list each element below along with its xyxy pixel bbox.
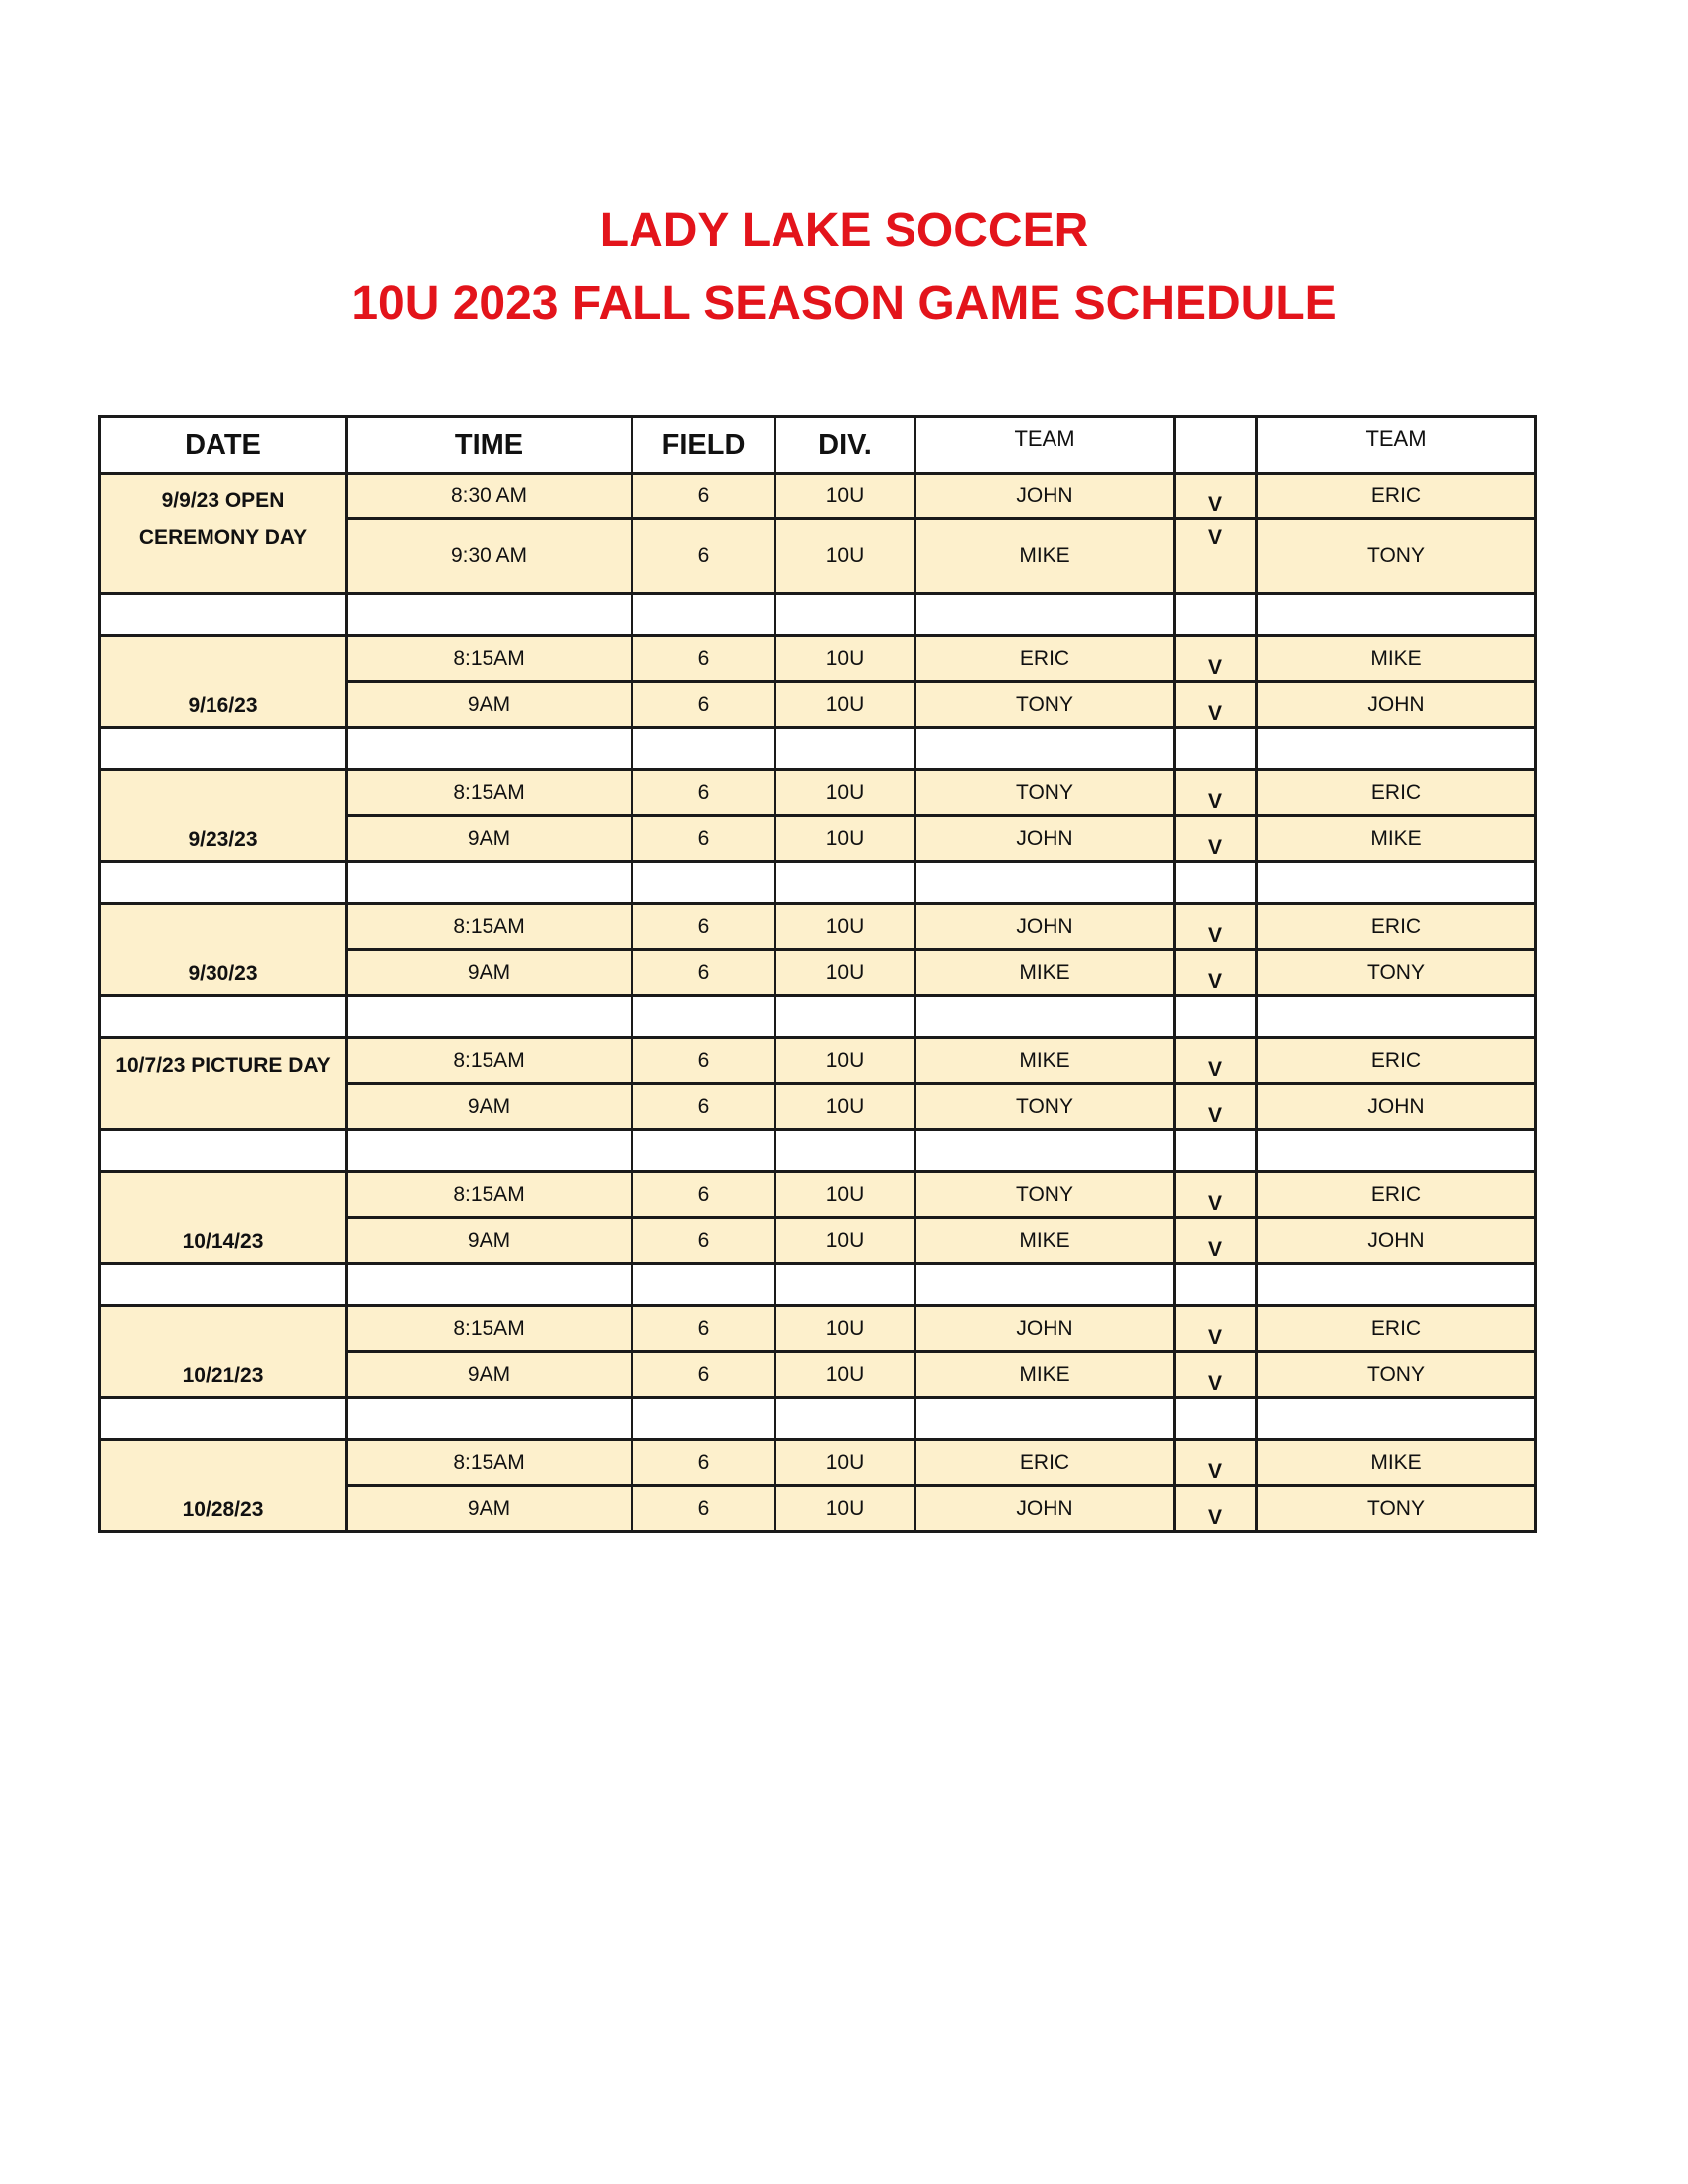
away-team: ERIC xyxy=(1257,904,1536,950)
versus-marker: V xyxy=(1175,682,1257,728)
game-date: 9/16/23 xyxy=(100,636,347,728)
game-time: 9AM xyxy=(347,1084,633,1130)
away-team: TONY xyxy=(1257,950,1536,996)
game-date: 10/28/23 xyxy=(100,1440,347,1532)
empty-cell xyxy=(775,728,915,770)
game-time: 9AM xyxy=(347,1352,633,1398)
spacer-row xyxy=(100,728,1536,770)
empty-cell xyxy=(100,1130,347,1172)
empty-cell xyxy=(100,862,347,904)
home-team: TONY xyxy=(915,1084,1175,1130)
versus-marker: V xyxy=(1175,519,1257,594)
versus-marker: V xyxy=(1175,904,1257,950)
spacer-row xyxy=(100,1398,1536,1440)
header-time: TIME xyxy=(347,417,633,474)
empty-cell xyxy=(633,862,775,904)
game-time: 9AM xyxy=(347,1218,633,1264)
home-team: TONY xyxy=(915,770,1175,816)
table-row xyxy=(100,770,1536,816)
empty-cell xyxy=(100,996,347,1038)
game-date: 10/21/23 xyxy=(100,1306,347,1398)
game-time: 9:30 AM xyxy=(347,519,633,594)
header-field: FIELD xyxy=(633,417,775,474)
game-field: 6 xyxy=(633,1172,775,1218)
away-team: JOHN xyxy=(1257,1084,1536,1130)
game-date: 9/30/23 xyxy=(100,904,347,996)
table-row xyxy=(100,636,1536,682)
game-time: 8:15AM xyxy=(347,904,633,950)
empty-cell xyxy=(775,1264,915,1306)
game-time: 9AM xyxy=(347,1486,633,1532)
game-division: 10U xyxy=(775,1486,915,1532)
game-time: 8:15AM xyxy=(347,770,633,816)
game-field: 6 xyxy=(633,1038,775,1084)
game-division: 10U xyxy=(775,770,915,816)
away-team: JOHN xyxy=(1257,682,1536,728)
empty-cell xyxy=(915,1398,1175,1440)
home-team: MIKE xyxy=(915,950,1175,996)
versus-marker: V xyxy=(1175,1038,1257,1084)
home-team: JOHN xyxy=(915,904,1175,950)
game-time: 8:15AM xyxy=(347,636,633,682)
game-division: 10U xyxy=(775,904,915,950)
versus-marker: V xyxy=(1175,636,1257,682)
empty-cell xyxy=(100,728,347,770)
game-time: 9AM xyxy=(347,950,633,996)
empty-cell xyxy=(1257,1130,1536,1172)
versus-marker: V xyxy=(1175,1352,1257,1398)
empty-cell xyxy=(1175,996,1257,1038)
game-field: 6 xyxy=(633,1440,775,1486)
empty-cell xyxy=(347,594,633,636)
versus-marker: V xyxy=(1175,816,1257,862)
game-field: 6 xyxy=(633,519,775,594)
game-division: 10U xyxy=(775,1306,915,1352)
empty-cell xyxy=(1257,1264,1536,1306)
versus-marker: V xyxy=(1175,1218,1257,1264)
empty-cell xyxy=(775,862,915,904)
game-time: 8:15AM xyxy=(347,1306,633,1352)
away-team: ERIC xyxy=(1257,770,1536,816)
home-team: MIKE xyxy=(915,1352,1175,1398)
header-row xyxy=(100,417,1536,474)
header-vs xyxy=(1175,417,1257,474)
game-time: 9AM xyxy=(347,682,633,728)
empty-cell xyxy=(1175,1398,1257,1440)
spacer-row xyxy=(100,1130,1536,1172)
game-field: 6 xyxy=(633,682,775,728)
empty-cell xyxy=(915,996,1175,1038)
table-row xyxy=(100,1172,1536,1218)
game-time: 8:15AM xyxy=(347,1038,633,1084)
empty-cell xyxy=(1175,1264,1257,1306)
empty-cell xyxy=(633,1398,775,1440)
game-field: 6 xyxy=(633,950,775,996)
game-division: 10U xyxy=(775,1172,915,1218)
game-field: 6 xyxy=(633,816,775,862)
game-time: 8:30 AM xyxy=(347,474,633,519)
home-team: ERIC xyxy=(915,636,1175,682)
empty-cell xyxy=(633,996,775,1038)
spacer-row xyxy=(100,594,1536,636)
home-team: JOHN xyxy=(915,1486,1175,1532)
empty-cell xyxy=(1257,728,1536,770)
empty-cell xyxy=(775,1130,915,1172)
game-division: 10U xyxy=(775,474,915,519)
empty-cell xyxy=(100,594,347,636)
home-team: MIKE xyxy=(915,1038,1175,1084)
header-team-home: TEAM xyxy=(915,417,1175,474)
away-team: MIKE xyxy=(1257,1440,1536,1486)
away-team: ERIC xyxy=(1257,1172,1536,1218)
empty-cell xyxy=(633,1264,775,1306)
empty-cell xyxy=(633,594,775,636)
home-team: MIKE xyxy=(915,519,1175,594)
empty-cell xyxy=(1257,594,1536,636)
empty-cell xyxy=(775,1398,915,1440)
home-team: JOHN xyxy=(915,474,1175,519)
empty-cell xyxy=(347,1130,633,1172)
versus-marker: V xyxy=(1175,770,1257,816)
game-date: 9/9/23 OPEN CEREMONY DAY xyxy=(100,474,347,594)
empty-cell xyxy=(915,1130,1175,1172)
empty-cell xyxy=(775,996,915,1038)
game-division: 10U xyxy=(775,816,915,862)
away-team: TONY xyxy=(1257,519,1536,594)
game-time: 8:15AM xyxy=(347,1440,633,1486)
schedule-table xyxy=(98,415,1537,1533)
game-date: 9/23/23 xyxy=(100,770,347,862)
header-team-away: TEAM xyxy=(1257,417,1536,474)
table-row xyxy=(100,1038,1536,1084)
away-team: TONY xyxy=(1257,1486,1536,1532)
empty-cell xyxy=(1257,862,1536,904)
empty-cell xyxy=(1257,996,1536,1038)
versus-marker: V xyxy=(1175,1486,1257,1532)
header-div: DIV. xyxy=(775,417,915,474)
away-team: JOHN xyxy=(1257,1218,1536,1264)
spacer-row xyxy=(100,862,1536,904)
game-division: 10U xyxy=(775,682,915,728)
versus-marker: V xyxy=(1175,1172,1257,1218)
game-division: 10U xyxy=(775,1352,915,1398)
table-row xyxy=(100,474,1536,519)
page-title: LADY LAKE SOCCER xyxy=(599,205,1089,257)
away-team: ERIC xyxy=(1257,1038,1536,1084)
game-field: 6 xyxy=(633,1486,775,1532)
away-team: MIKE xyxy=(1257,636,1536,682)
empty-cell xyxy=(347,1398,633,1440)
empty-cell xyxy=(347,862,633,904)
game-division: 10U xyxy=(775,1218,915,1264)
table-row xyxy=(100,904,1536,950)
empty-cell xyxy=(775,594,915,636)
spacer-row xyxy=(100,996,1536,1038)
empty-cell xyxy=(915,728,1175,770)
away-team: ERIC xyxy=(1257,1306,1536,1352)
home-team: JOHN xyxy=(915,816,1175,862)
game-field: 6 xyxy=(633,1084,775,1130)
game-time: 8:15AM xyxy=(347,1172,633,1218)
empty-cell xyxy=(1175,1130,1257,1172)
game-field: 6 xyxy=(633,770,775,816)
empty-cell xyxy=(347,996,633,1038)
game-field: 6 xyxy=(633,1306,775,1352)
away-team: ERIC xyxy=(1257,474,1536,519)
empty-cell xyxy=(915,1264,1175,1306)
game-time: 9AM xyxy=(347,816,633,862)
empty-cell xyxy=(347,728,633,770)
home-team: JOHN xyxy=(915,1306,1175,1352)
empty-cell xyxy=(347,1264,633,1306)
versus-marker: V xyxy=(1175,950,1257,996)
game-field: 6 xyxy=(633,1352,775,1398)
game-field: 6 xyxy=(633,904,775,950)
empty-cell xyxy=(1257,1398,1536,1440)
away-team: TONY xyxy=(1257,1352,1536,1398)
game-field: 6 xyxy=(633,636,775,682)
game-date: 10/14/23 xyxy=(100,1172,347,1264)
header-date: DATE xyxy=(100,417,347,474)
game-division: 10U xyxy=(775,950,915,996)
empty-cell xyxy=(915,862,1175,904)
spacer-row xyxy=(100,1264,1536,1306)
empty-cell xyxy=(633,728,775,770)
game-field: 6 xyxy=(633,1218,775,1264)
schedule-body xyxy=(100,474,1536,1532)
away-team: MIKE xyxy=(1257,816,1536,862)
empty-cell xyxy=(100,1264,347,1306)
game-date: 10/7/23 PICTURE DAY xyxy=(100,1038,347,1130)
empty-cell xyxy=(1175,594,1257,636)
game-division: 10U xyxy=(775,1084,915,1130)
home-team: TONY xyxy=(915,1172,1175,1218)
game-field: 6 xyxy=(633,474,775,519)
game-division: 10U xyxy=(775,1440,915,1486)
empty-cell xyxy=(633,1130,775,1172)
table-row xyxy=(100,1440,1536,1486)
page-subtitle: 10U 2023 FALL SEASON GAME SCHEDULE xyxy=(352,277,1336,330)
game-division: 10U xyxy=(775,519,915,594)
game-division: 10U xyxy=(775,1038,915,1084)
empty-cell xyxy=(915,594,1175,636)
home-team: ERIC xyxy=(915,1440,1175,1486)
home-team: MIKE xyxy=(915,1218,1175,1264)
game-division: 10U xyxy=(775,636,915,682)
empty-cell xyxy=(1175,728,1257,770)
versus-marker: V xyxy=(1175,1440,1257,1486)
versus-marker: V xyxy=(1175,474,1257,519)
table-row xyxy=(100,1306,1536,1352)
home-team: TONY xyxy=(915,682,1175,728)
versus-marker: V xyxy=(1175,1084,1257,1130)
empty-cell xyxy=(1175,862,1257,904)
empty-cell xyxy=(100,1398,347,1440)
versus-marker: V xyxy=(1175,1306,1257,1352)
